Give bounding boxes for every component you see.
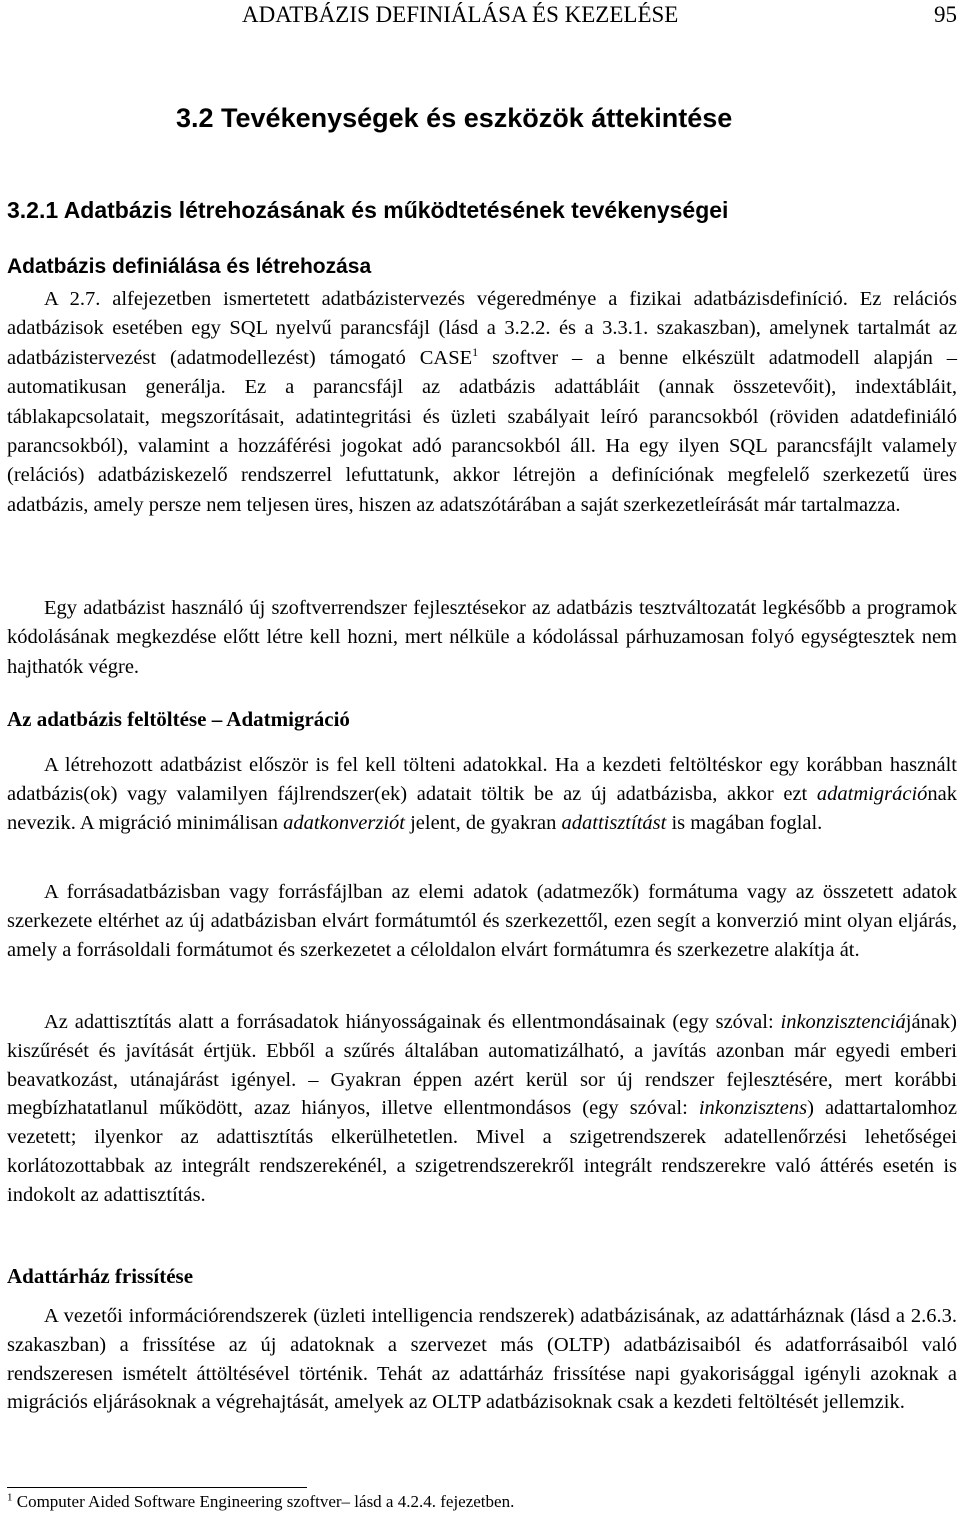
footnote-text: Computer Aided Software Engineering szoftver– lásd a 4.2.4. fejezetben. bbox=[12, 1492, 515, 1511]
paragraph-text: nak nevezik. A migráció minimálisan bbox=[7, 782, 957, 834]
paragraph-text: jának) kiszűrését és javítását értjük. Ebből a szűrés általában automatizálható, a javítás azonban már egyedi emberi beavatkozást, utánajárást igényel. – Gyakran éppen azért kerül sor új rendszer fejlesztésére, mert korábbi megbízhatatlanul működött, azaz hiányos, illetve ellentmondásos (egy szóval: bbox=[7, 1011, 957, 1120]
definition-heading: Adatbázis definiálása és létrehozása bbox=[7, 255, 372, 278]
term-adatmigracio: adatmigráció bbox=[816, 782, 928, 805]
footnote bbox=[7, 1492, 514, 1512]
paragraph-text: ) adattartalomhoz vezetett; ilyenkor az adattisztítás elkerülhetetlen. Mivel a szigetrendszerek adatellenőrzési lehetőségei korlátozottabbak az integrált rendszerekénél, a szigetrendszerekről integrált rendszerekre való áttérés esetén is indokolt az adattisztítás. bbox=[7, 1097, 957, 1206]
footnote-ref: 1 bbox=[472, 344, 479, 359]
paragraph-cleansing bbox=[7, 1008, 957, 1210]
term-inkonzisztens: inkonzisztens bbox=[698, 1097, 808, 1120]
chapter-title: ADATBÁZIS DEFINIÁLÁSA ÉS KEZELÉSE bbox=[242, 2, 679, 27]
paragraph-text: Az adattisztítás alatt a forrásadatok hiányosságainak és ellentmondásainak (egy szóval: bbox=[44, 1011, 781, 1033]
paragraph-text: A létrehozott adatbázist először is fel kell tölteni adatokkal. Ha a kezdeti feltöltéskor egy korábban használt adatbázis(ok) vagy valamilyen fájlrendszer(ek) adatait töltik be az új adatbázisba, akkor ezt bbox=[7, 754, 957, 805]
footnote-separator bbox=[7, 1487, 307, 1488]
term-adatkonverzio: adatkonverziót bbox=[283, 811, 405, 834]
paragraph-migration bbox=[7, 751, 957, 837]
paragraph-definition bbox=[7, 285, 957, 520]
paragraph-text: szoftver – a benne elkészült adatmodell alapján – automatikusan generálja. Ez a parancsfájl az adatbázis adattábláit (annak összetevőit), indextábláit, táblakapcsolatait, megszorításait, adatintegritási és üzleti szabályait leíró parancsokból (röviden adatdefiniáló parancsokból), valamint a hozzáférési jogokat adó parancsokból áll. Ha egy ilyen SQL parancsfájlt valamely (relációs) adatbáziskezelő rendszerrel lefuttatunk, akkor létrejön a definíciónak megfelelő szerkezetű üres adatbázis, amely persze nem teljesen üres, hiszen az adatszótárában a saját szerkezetleírását már tartalmazza. bbox=[7, 346, 957, 516]
term-inkonzisztencia: inkonzisztenciá bbox=[780, 1011, 906, 1033]
paragraph-text: jelent, de gyakran bbox=[404, 811, 562, 834]
paragraph-conversion: A forrásadatbázisban vagy forrásfájlban az elemi adatok (adatmezők) formátuma vagy az összetett adatok szerkezete eltérhet az új adatbázisban elvárt formátumtól és szerkezettől, ezen segít a konverzió mint olyan eljárás, amely a forrásoldali formátumot és szerkezetet a céloldalon elvárt formátumra és szerkezetre alakítja át. bbox=[7, 881, 957, 961]
paragraph-text: is magában foglal. bbox=[666, 811, 823, 834]
footnote-mark: 1 bbox=[7, 1491, 13, 1504]
paragraph-test-version: Egy adatbázist használó új szoftverrendszer fejlesztésekor az adatbázis tesztváltozatát legkésőbb a programok kódolásának megkezdése előtt létre kell hozni, mert nélküle a kódolással párhuzamosan folyó egységtesztek nem hajthatók végre. bbox=[7, 597, 957, 678]
paragraph-warehouse: A vezetői információrendszerek (üzleti intelligencia rendszerek) adatbázisának, az adattárháznak (lásd a 2.6.3. szakaszban) a frissítése az új adatoknak a szervezet más (OLTP) adatbázisaiból és adatforrásaiból való rendszeresen ismételt áttöltésével történik. Tehát az adattárház frissítése napi gyakorisággal igényli azoknak a migrációs eljárásoknak a végrehajtását, amelyek az OLTP adatbázisoknak csak a kezdeti feltöltését jellemzik. bbox=[7, 1305, 957, 1414]
running-header bbox=[242, 2, 957, 28]
section-title: 3.2 Tevékenységek és eszközök áttekintése bbox=[176, 103, 733, 133]
page-number: 95 bbox=[934, 2, 957, 27]
term-adattisztitas: adattisztítást bbox=[561, 811, 667, 834]
subsection-title: 3.2.1 Adatbázis létrehozásának és működtetésének tevékenységei bbox=[7, 197, 729, 223]
migration-heading: Az adatbázis feltöltése – Adatmigráció bbox=[7, 707, 350, 731]
paragraph-text: A 2.7. alfejezetben ismertetett adatbázistervezés végeredménye a fizikai adatbázisdefiníció. Ez relációs adatbázisok esetében egy SQL nyelvű parancsfájl (lásd a 3.2.2. és a 3.3.1. szakaszban), amelynek tartalmát az adatbázistervezést (adatmodellezést) támogató CASE bbox=[7, 288, 957, 369]
warehouse-heading: Adattárház frissítése bbox=[7, 1264, 194, 1288]
